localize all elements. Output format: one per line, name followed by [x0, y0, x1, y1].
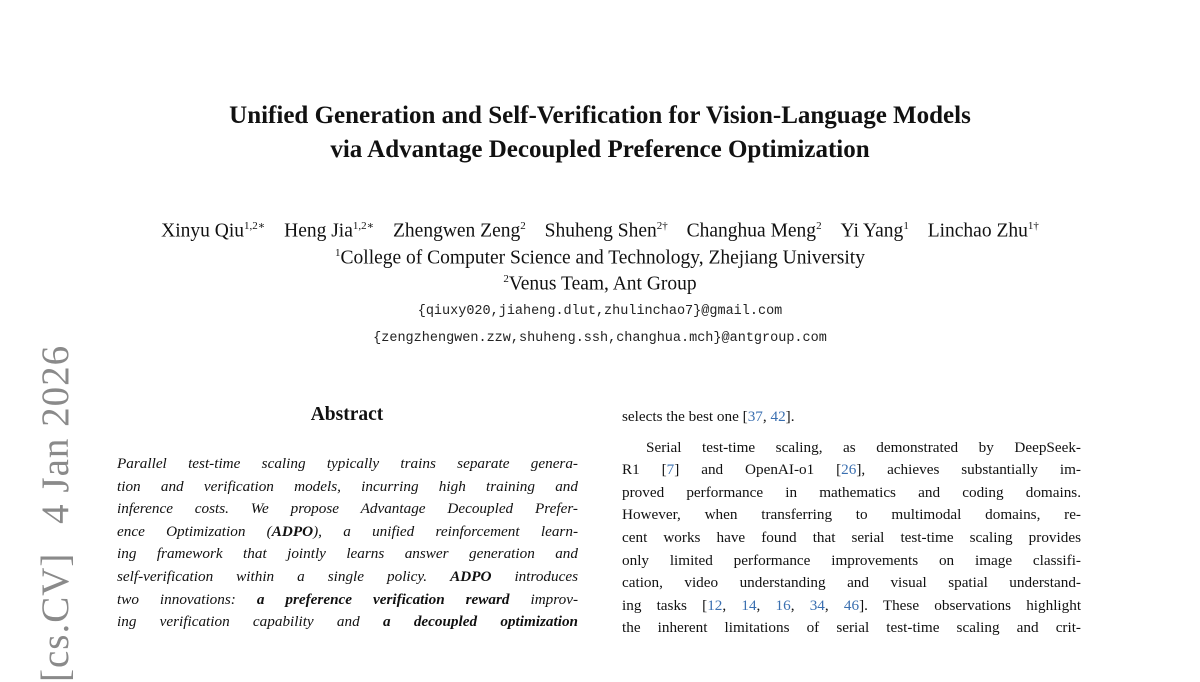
- title-line-2: via Advantage Decoupled Preference Optimization: [330, 136, 870, 163]
- email-line-2: {zengzhengwen.zzw,shuheng.ssh,changhua.mch}@antgroup.com: [373, 331, 827, 346]
- abstract-line: ing verification capability and a decoupled optimization: [117, 613, 578, 631]
- author: Changhua Meng$^2$: [686, 220, 822, 242]
- arxiv-identifier-stamp: [33, 342, 77, 682]
- author: Xinyu Qiu$^{1,2∗}$: [161, 220, 266, 242]
- body-line: selects the best one [37, 42].: [622, 408, 795, 425]
- abstract-line: self-verification within a single policy. ADPO introduces: [117, 567, 578, 585]
- author: Shuheng Shen$^{2\dagger}$: [544, 220, 668, 242]
- body-line: cation, video understanding and visual spatial understand-: [622, 574, 1081, 592]
- author: Linchao Zhu$^{1\dagger}$: [927, 220, 1039, 242]
- abstract-line: ence Optimization (ADPO), a unified reinforcement learn-: [117, 522, 578, 540]
- body-line: ing tasks [12, 14, 16, 34, 46]. These observations highlight: [622, 596, 1081, 614]
- body-line: R1 [7] and OpenAI-o1 [26], achieves substantially im-: [622, 461, 1081, 479]
- title-line-1: Unified Generation and Self-Verification for Vision-Language Models: [229, 102, 971, 129]
- abstract-line: two innovations: a preference verification reward improv-: [117, 590, 578, 608]
- arxiv-category: [cs.CV]: [34, 552, 77, 682]
- abstract-line: tion and verification models, incurring high training and: [117, 477, 578, 495]
- affiliation-2: $^2$Venus Team, Ant Group: [503, 273, 697, 295]
- body-line: Serial test-time scaling, as demonstrated by DeepSeek-: [646, 438, 1081, 456]
- right-column-body: [622, 406, 1081, 640]
- body-line: the inherent limitations of serial test-time scaling and crit-: [622, 619, 1081, 637]
- author: Zhengwen Zeng$^2$: [393, 220, 526, 242]
- abstract-line: ing framework that jointly learns answer generation and: [117, 545, 578, 563]
- body-line: only limited performance improvements on image classifi-: [622, 551, 1081, 569]
- abstract-line: inference costs. We propose Advantage Decoupled Prefer-: [117, 500, 578, 518]
- body-line: proved performance in mathematics and coding domains.: [622, 483, 1081, 501]
- author: Heng Jia$^{1,2∗}$: [284, 220, 375, 242]
- body-line: cent works have found that serial test-time scaling provides: [622, 528, 1081, 546]
- arxiv-date: 4 Jan 2026: [34, 344, 77, 524]
- email-line-1: {qiuxy020,jiaheng.dlut,zhulinchao7}@gmail.com: [417, 304, 783, 319]
- affiliation-1: $^1$College of Computer Science and Technology, Zhejiang University: [335, 247, 865, 269]
- body-line: However, when transferring to multimodal domains, re-: [622, 506, 1081, 524]
- abstract-body: [117, 453, 578, 634]
- author: Yi Yang$^1$: [840, 220, 909, 242]
- paper-title: [0, 99, 1200, 167]
- abstract-line: Parallel test-time scaling typically trains separate genera-: [117, 455, 578, 472]
- abstract-heading: Abstract: [310, 404, 384, 425]
